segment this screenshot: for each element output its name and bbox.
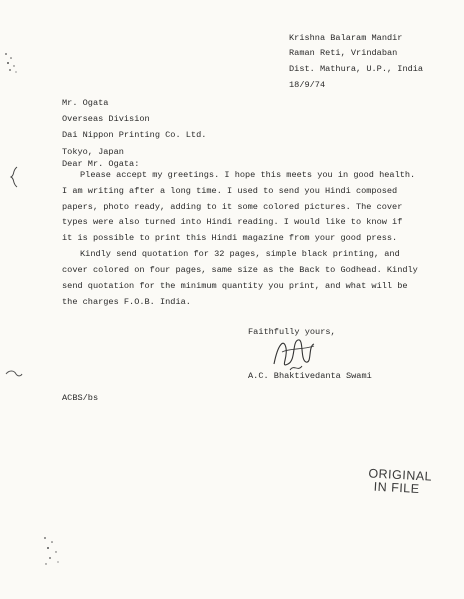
letter-date: 18/9/74 bbox=[289, 80, 326, 90]
sender-address-line-2: Raman Reti, Vrindaban bbox=[289, 48, 398, 58]
scan-smudge-mark bbox=[4, 368, 24, 380]
scan-bracket-mark bbox=[8, 165, 20, 189]
body-line: cover colored on four pages, same size as the Back to Godhead. Kindly bbox=[62, 265, 418, 275]
body-line: it is possible to print this Hindi magazine from your good press. bbox=[62, 233, 398, 243]
salutation: Dear Mr. Ogata: bbox=[62, 159, 140, 169]
body-line: Kindly send quotation for 32 pages, simple black printing, and bbox=[80, 249, 400, 259]
body-line: types were also turned into Hindi reading. I would like to know if bbox=[62, 217, 403, 227]
scan-speckle-mark bbox=[2, 50, 20, 76]
recipient-division: Overseas Division bbox=[62, 114, 150, 124]
sender-address-line-3: Dist. Mathura, U.P., India bbox=[289, 64, 424, 74]
original-in-file-stamp bbox=[367, 467, 432, 496]
closing: Faithfully yours, bbox=[248, 327, 336, 337]
typist-initials: ACBS/bs bbox=[62, 393, 99, 403]
body-line: send quotation for the minimum quantity you print, and what will be bbox=[62, 281, 408, 291]
body-line: Please accept my greetings. I hope this meets you in good health. bbox=[80, 170, 416, 180]
scan-speckle-mark bbox=[40, 534, 64, 568]
sender-address-line-1: Krishna Balaram Mandir bbox=[289, 33, 403, 43]
body-line: the charges F.O.B. India. bbox=[62, 297, 191, 307]
body-line: I am writing after a long time. I used to send you Hindi composed bbox=[62, 186, 398, 196]
body-line: papers, photo ready, adding to it some colored pictures. The cover bbox=[62, 202, 403, 212]
stamp-line-1: ORIGINAL bbox=[368, 466, 433, 484]
recipient-name: Mr. Ogata bbox=[62, 98, 109, 108]
handwritten-signature bbox=[268, 334, 328, 376]
signatory-name: A.C. Bhaktivedanta Swami bbox=[248, 371, 372, 381]
recipient-company: Dai Nippon Printing Co. Ltd. bbox=[62, 130, 207, 140]
stamp-line-2: IN FILE bbox=[373, 479, 420, 497]
recipient-city: Tokyo, Japan bbox=[62, 147, 124, 157]
